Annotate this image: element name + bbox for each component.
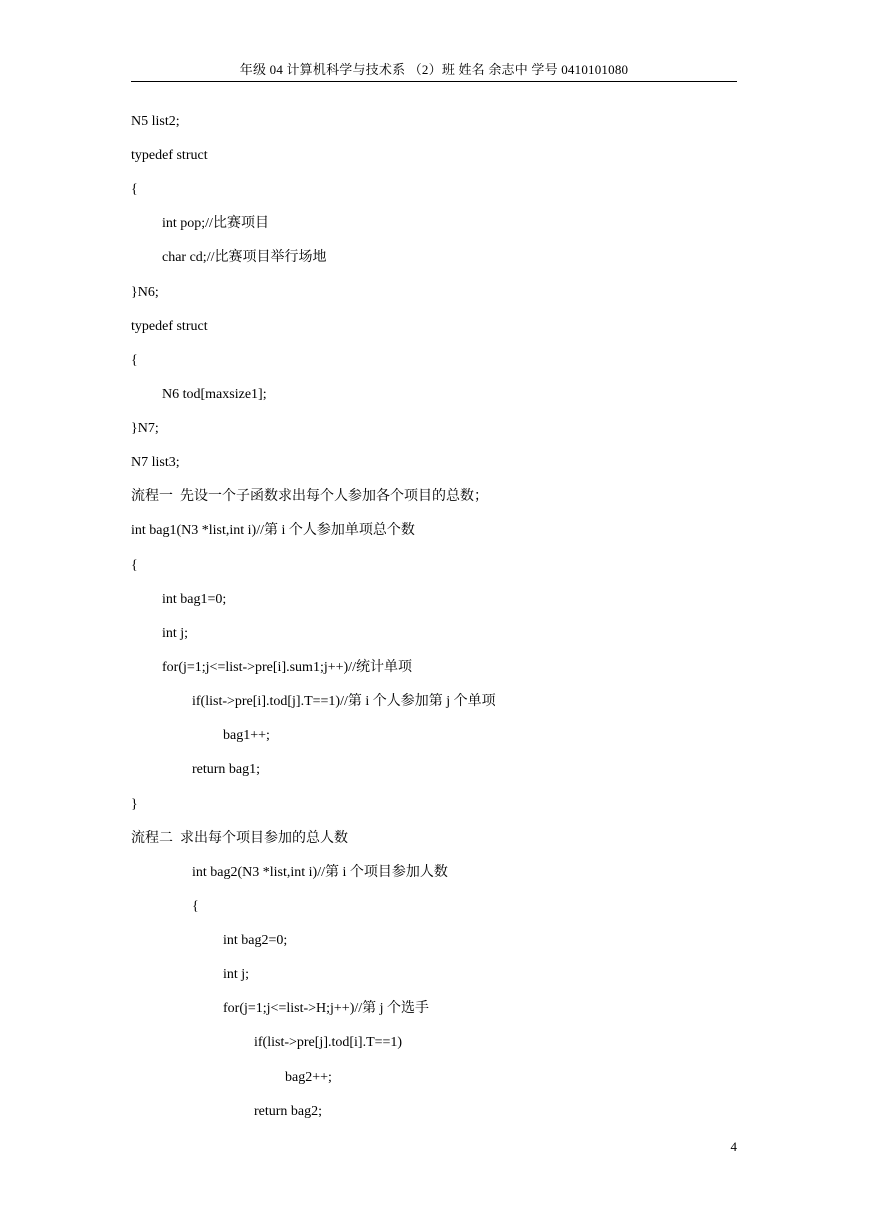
code-line: int pop;//比赛项目 xyxy=(162,216,269,231)
code-line: int bag2=0; xyxy=(223,933,288,948)
code-line: char cd;//比赛项目举行场地 xyxy=(162,250,327,265)
code-line: int j; xyxy=(223,967,250,982)
code-line: } xyxy=(131,797,138,812)
code-line: bag2++; xyxy=(285,1070,332,1085)
code-line: return bag2; xyxy=(254,1104,323,1119)
code-line: N5 list2; xyxy=(131,114,180,129)
code-line: { xyxy=(131,353,138,368)
code-line: if(list->pre[i].tod[j].T==1)//第 i 个人参加第 j 个单项 xyxy=(192,694,496,709)
code-line: N6 tod[maxsize1]; xyxy=(162,387,267,402)
code-line: bag1++; xyxy=(223,728,270,743)
page-header: 年级 04 计算机科学与技术系 （2）班 姓名 余志中 学号 0410101080 xyxy=(239,62,629,77)
code-line: return bag1; xyxy=(192,762,261,777)
code-line: }N7; xyxy=(131,421,159,436)
code-line: if(list->pre[j].tod[i].T==1) xyxy=(254,1035,403,1050)
code-line: { xyxy=(192,899,199,914)
code-line: { xyxy=(131,558,138,573)
code-line: for(j=1;j<=list->H;j++)//第 j 个选手 xyxy=(223,1001,430,1016)
header-rule xyxy=(131,81,737,82)
code-line: int bag1=0; xyxy=(162,592,227,607)
code-line: { xyxy=(131,182,138,197)
page-number: 4 xyxy=(730,1139,737,1154)
code-line: 流程二 求出每个项目参加的总人数 xyxy=(131,831,348,846)
code-line: typedef struct xyxy=(131,319,208,334)
code-line: }N6; xyxy=(131,285,159,300)
code-line: int j; xyxy=(162,626,189,641)
code-line: N7 list3; xyxy=(131,455,180,470)
code-line: 流程一 先设一个子函数求出每个人参加各个项目的总数； xyxy=(131,489,488,504)
code-line: int bag1(N3 *list,int i)//第 i 个人参加单项总个数 xyxy=(131,523,415,538)
code-line: int bag2(N3 *list,int i)//第 i 个项目参加人数 xyxy=(192,865,448,880)
code-line: for(j=1;j<=list->pre[i].sum1;j++)//统计单项 xyxy=(162,660,412,675)
code-line: typedef struct xyxy=(131,148,208,163)
